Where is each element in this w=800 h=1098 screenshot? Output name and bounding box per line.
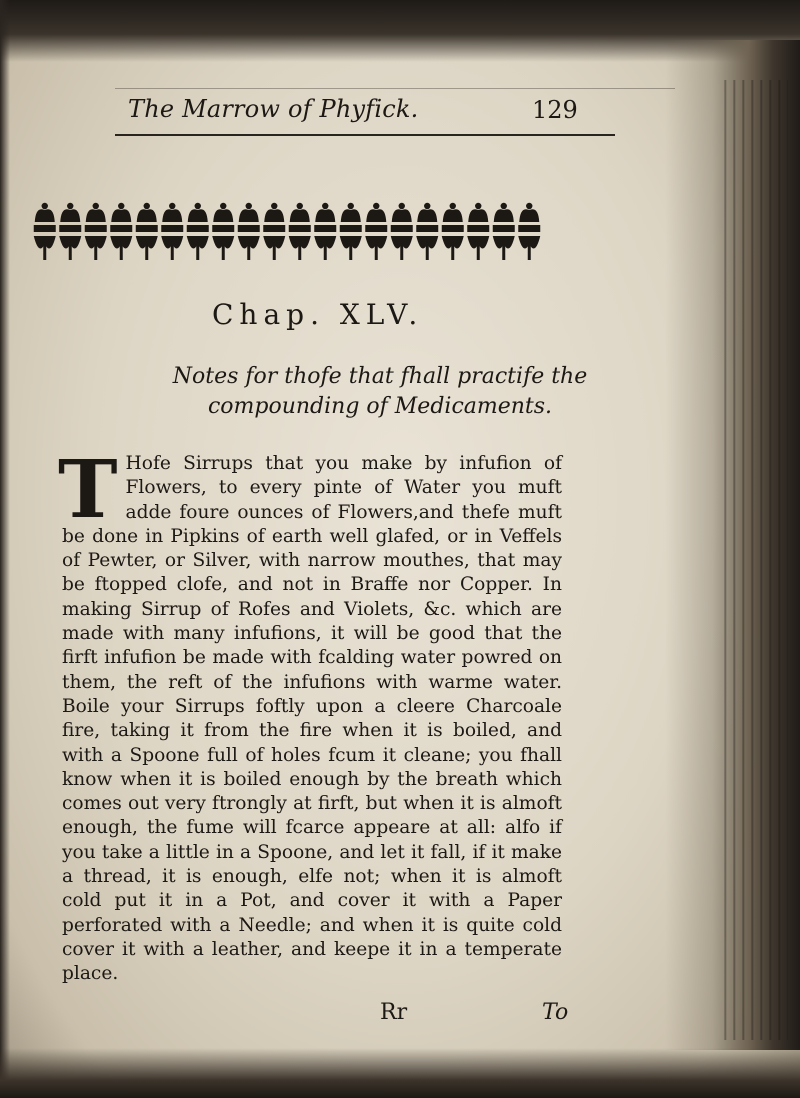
fleuron-icon <box>365 203 387 260</box>
fleuron-icon <box>59 203 81 260</box>
chapter-heading: Chap. XLV. <box>212 298 424 331</box>
page-number: 129 <box>532 96 578 124</box>
fleuron-icon <box>187 203 209 260</box>
body-text: Hofe Sirrups that you make by infufion of Flowers, to every pinte of Water you muft adde foure ounces of Flowers,and thefe muft be done in Pipkins of earth well glafed, or in Veffels of Pewter, or Silver, with narrow mouthes, that may be ftopped clofe, and not in Braffe nor Copper. In making Sirrup of Rofes and Violets, &c. which are made with many infufions, it will be good that the firft infufion be made with fcalding water powred on them, the reft of the infufions with warme water. Boile your Sirrups foftly upon a cleere Charcoale fire, taking it from the fire when it is boiled, and with a Spoone full of holes fcum it cleane; you fhall know when it is boiled enough by the breath which comes out very ftrongly at firft, but when it is almoft enough, the fume will fcarce appeare at all: alfo if you take a little in a Spoone, and let it fall, if it make a thread, it is enough, elfe not; when it is almoft cold put it in a Pot, and cover it with a Paper perforated with a Needle; and when it is quite cold cover it with a leather, and keepe it in a temperate place. <box>62 453 562 985</box>
running-header: The Marrow of Phyfick. <box>128 95 419 123</box>
fleuron-icon <box>263 203 285 260</box>
chapter-subtitle: Notes for thofe that fhall practife the compounding of Medicaments. <box>172 364 588 419</box>
fleuron-icon <box>289 203 311 260</box>
signature-mark: Rr <box>380 1000 408 1025</box>
fleuron-icon <box>467 203 489 260</box>
fleuron-icon <box>416 203 438 260</box>
fleuron-icon <box>518 203 540 260</box>
fleuron-icon <box>85 203 107 260</box>
fleuron-icon <box>391 203 413 260</box>
fleuron-icon <box>493 203 515 260</box>
header-top-rule <box>115 88 675 89</box>
fleuron-icon <box>34 203 56 260</box>
fleuron-band-icon <box>32 198 542 270</box>
fleuron-icon <box>238 203 260 260</box>
catchword: To <box>542 1000 569 1025</box>
body-paragraph <box>58 442 562 987</box>
fleuron-icon <box>136 203 158 260</box>
drop-cap: T <box>58 442 118 536</box>
fleuron-icon <box>161 203 183 260</box>
header-rule <box>115 134 615 136</box>
fleuron-icon <box>314 203 336 260</box>
fleuron-icon <box>340 203 362 260</box>
fleuron-icon <box>212 203 234 260</box>
fleuron-icon <box>442 203 464 260</box>
fleuron-icon <box>110 203 132 260</box>
